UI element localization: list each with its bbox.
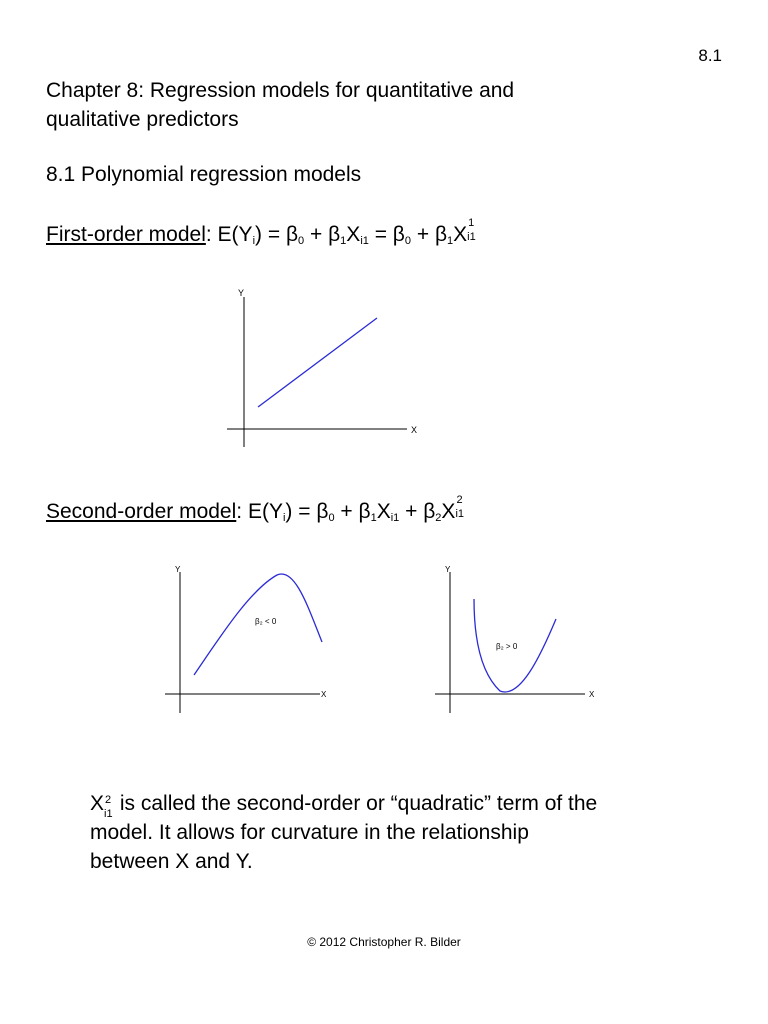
eq-sub: 0 [328, 512, 335, 524]
eq-sub: 0 [404, 235, 412, 247]
eq-sup: 2 [456, 494, 463, 506]
eq-sub: 2 [435, 512, 442, 524]
eq-sub: 0 [298, 235, 305, 247]
chapter-title-line-2: qualitative predictors [46, 108, 239, 131]
eq-text: = β [368, 223, 405, 246]
beta-annotation: β₂ < 0 [255, 617, 277, 626]
eq-text: + β [334, 500, 371, 523]
eq-stack [467, 217, 477, 243]
y-axis-label: Y [175, 565, 181, 574]
eq-sub: i [282, 512, 286, 524]
eq-text: + β [304, 223, 341, 246]
eq-text: X [346, 223, 361, 246]
x-axis-label: X [589, 690, 595, 699]
eq-sub: i [252, 235, 256, 247]
eq-text: ) = β [255, 223, 299, 246]
eq-text: + β [411, 223, 448, 246]
eq-sup: 1 [468, 217, 475, 229]
section-title: 8.1 Polynomial regression models [46, 163, 362, 186]
eq-sub: i1 [455, 508, 464, 520]
quadratic-term-paragraph [90, 789, 597, 876]
para-stack [104, 794, 114, 820]
eq-sub: i1 [467, 231, 476, 243]
eq-stack [455, 494, 465, 520]
eq-sub: i1 [390, 512, 400, 524]
eq-text: : E(Y [236, 500, 283, 523]
beta-annotation: β₂ > 0 [496, 642, 518, 651]
chapter-title [46, 76, 514, 134]
chapter-title-line-1: Chapter 8: Regression models for quantitative and [46, 79, 515, 102]
page-number: 8.1 [698, 46, 722, 65]
para-text: is called the second-order or “quadratic” term of the [114, 792, 598, 815]
linear-curve [258, 318, 377, 407]
first-order-equation [46, 217, 477, 247]
eq-text: X [376, 500, 391, 523]
eq-sub: i1 [360, 235, 369, 247]
para-sup: 2 [105, 794, 112, 806]
y-axis-label: Y [445, 565, 451, 574]
eq-text: : E(Y [205, 223, 253, 246]
eq-text: X [441, 500, 456, 523]
eq-text: ) = β [285, 500, 329, 523]
para-x: X [90, 792, 105, 815]
convex-figure [430, 562, 605, 717]
paragraph-line-3: between X and Y. [90, 850, 253, 873]
eq-sub: 1 [370, 512, 377, 524]
paragraph-line-2: model. It allows for curvature in the relationship [90, 821, 529, 844]
second-order-label: Second-order model [46, 500, 237, 523]
concave-figure [160, 562, 335, 717]
x-axis-label: X [321, 690, 327, 699]
eq-sub: 1 [340, 235, 347, 247]
paragraph-line-1 [90, 789, 597, 818]
copyright-footer: © 2012 Christopher R. Bilder [307, 935, 461, 949]
eq-text: + β [399, 500, 436, 523]
first-order-label: First-order model [46, 223, 206, 246]
para-sub: i1 [104, 808, 113, 820]
x-axis-label: X [411, 425, 418, 435]
eq-sub: 1 [447, 235, 454, 247]
linear-figure [215, 285, 430, 455]
y-axis-label: Y [238, 288, 245, 298]
second-order-equation [46, 494, 465, 524]
eq-text: X [453, 223, 468, 246]
